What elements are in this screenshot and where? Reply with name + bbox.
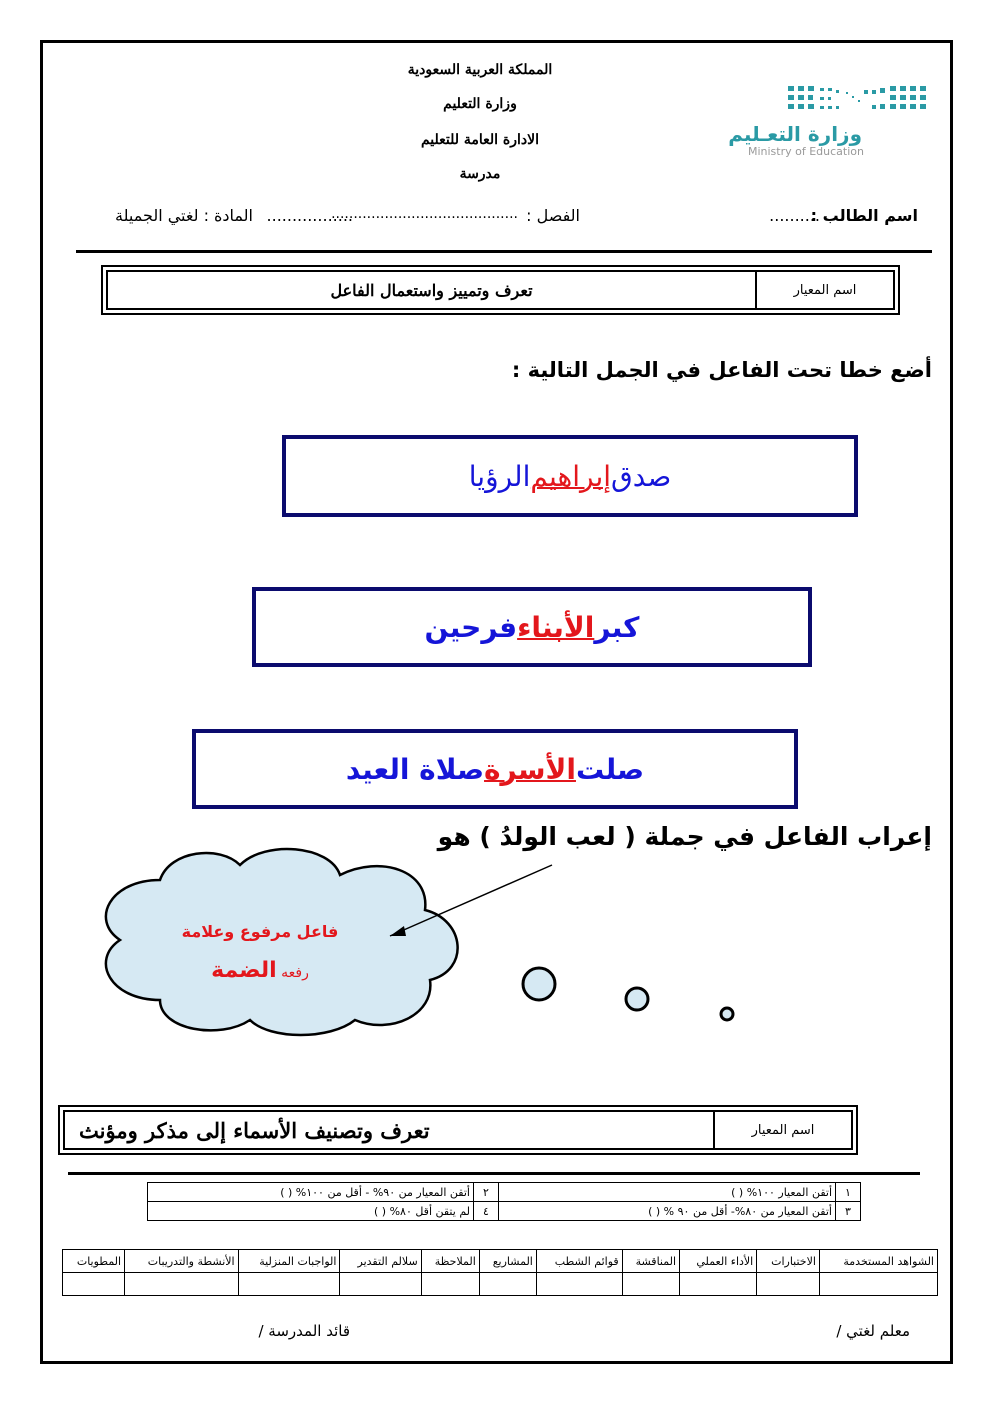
evidence-cell[interactable]	[63, 1273, 125, 1296]
evidence-header: الاختبارات	[757, 1250, 820, 1273]
table-row	[148, 1202, 861, 1221]
sentence-box-3	[192, 729, 798, 809]
evidence-cell[interactable]	[622, 1273, 679, 1296]
question-text: إعراب الفاعل في جملة ( لعب الولدُ ) هو	[437, 822, 932, 851]
thought-circle-large	[523, 968, 555, 1000]
mastery-num: ١	[836, 1183, 861, 1202]
thought-circle-medium	[626, 988, 648, 1010]
principal-signature: قائد المدرسة /	[258, 1322, 350, 1340]
evidence-cell[interactable]	[238, 1273, 340, 1296]
evidence-cell[interactable]	[680, 1273, 757, 1296]
evidence-cell[interactable]	[757, 1273, 820, 1296]
ministry-title: وزارة التعليم	[443, 96, 517, 112]
criterion-box-1	[101, 265, 900, 315]
evidence-cell[interactable]	[340, 1273, 421, 1296]
criterion-title: تعرف وتمييز واستعمال الفاعل	[330, 280, 533, 300]
logo-arabic-text: وزارة التعـليم	[728, 122, 862, 146]
logo-english-text: Ministry of Education	[747, 145, 864, 158]
mastery-text[interactable]: أتقن المعيار ١٠٠% ( )	[499, 1183, 836, 1202]
mastery-text[interactable]: أتقن المعيار من ٩٠% - أقل من ١٠٠% ( )	[148, 1183, 474, 1202]
mastery-table	[147, 1182, 861, 1221]
sentence-after: فرحين	[424, 610, 518, 644]
student-name-field[interactable]: ..........	[769, 206, 820, 225]
header-divider	[76, 250, 932, 253]
sentence-before: صلت	[575, 752, 645, 786]
directorate-title: الادارة العامة للتعليم	[420, 132, 540, 148]
subject-dots: .................	[266, 206, 353, 225]
evidence-cell[interactable]	[479, 1273, 536, 1296]
evidence-header: الواجبات المنزلية	[238, 1250, 340, 1273]
criterion-label: اسم المعيار	[755, 272, 893, 308]
kingdom-title: المملكة العربية السعودية	[407, 62, 553, 78]
evidence-header: قوائم الشطب	[536, 1250, 622, 1273]
student-name-label: اسم الطالب :	[810, 206, 918, 225]
evidence-table	[62, 1249, 938, 1296]
evidence-header: الشواهد المستخدمة	[819, 1250, 937, 1273]
sentence-after: صلاة العيد	[345, 752, 485, 786]
section-divider	[68, 1172, 920, 1175]
page-frame	[40, 40, 953, 1364]
logo-dots-icon	[712, 78, 942, 118]
evidence-header: المناقشة	[622, 1250, 679, 1273]
sentence-subject[interactable]: إبراهيم	[530, 459, 612, 493]
sentence-subject[interactable]: الأبناء	[517, 610, 595, 644]
student-info-line	[80, 206, 918, 230]
sentence-subject[interactable]: الأسرة	[484, 752, 576, 786]
thought-circle-small	[721, 1008, 733, 1020]
evidence-cell[interactable]	[125, 1273, 239, 1296]
cloud-word: رفعه	[276, 965, 309, 981]
evidence-header: المطويات	[63, 1250, 125, 1273]
criterion-title: تعرف وتصنيف الأسماء إلى مذكر ومؤنث	[79, 1117, 430, 1143]
sentence-after: الرؤيا	[468, 459, 531, 493]
cloud-line-2	[160, 958, 360, 983]
evidence-header: الأنشطة والتدريبات	[125, 1250, 239, 1273]
class-label: الفصل :	[526, 206, 580, 225]
teacher-signature: معلم لغتي /	[836, 1322, 910, 1340]
cloud-answer: الضمة	[211, 958, 277, 983]
sentence-box-1	[282, 435, 858, 517]
sentence-box-2	[252, 587, 812, 667]
evidence-header: سلالم التقدير	[340, 1250, 421, 1273]
table-header-row	[63, 1250, 938, 1273]
instruction-text: أضع خطا تحت الفاعل في الجمل التالية :	[511, 358, 932, 382]
cloud-shape	[106, 849, 458, 1035]
mastery-num: ٣	[836, 1202, 861, 1221]
mastery-num: ٢	[474, 1183, 499, 1202]
ministry-logo	[712, 78, 942, 163]
class-field[interactable]: ..........................................	[331, 206, 518, 222]
cloud-line-1: فاعل مرفوع وعلامة	[181, 922, 339, 941]
sentence-before: صدق	[611, 459, 672, 493]
mastery-text[interactable]: لم يتقن أقل ٨٠% ( )	[148, 1202, 474, 1221]
evidence-header: الملاحظة	[421, 1250, 479, 1273]
table-row	[148, 1183, 861, 1202]
evidence-cell[interactable]	[536, 1273, 622, 1296]
criterion-box-2	[58, 1105, 858, 1155]
evidence-cell[interactable]	[421, 1273, 479, 1296]
evidence-header: الأداء العملي	[680, 1250, 757, 1273]
evidence-cell[interactable]	[819, 1273, 937, 1296]
mastery-text[interactable]: أتقن المعيار من ٨٠%- أقل من ٩٠ % ( )	[499, 1202, 836, 1221]
table-row	[63, 1273, 938, 1296]
criterion-label: اسم المعيار	[713, 1112, 851, 1148]
subject-label: المادة : لغتي الجميلة	[115, 206, 253, 225]
mastery-num: ٤	[474, 1202, 499, 1221]
school-title: مدرسة	[459, 166, 501, 182]
sentence-before: كبر	[594, 610, 640, 644]
evidence-header: المشاريع	[479, 1250, 536, 1273]
